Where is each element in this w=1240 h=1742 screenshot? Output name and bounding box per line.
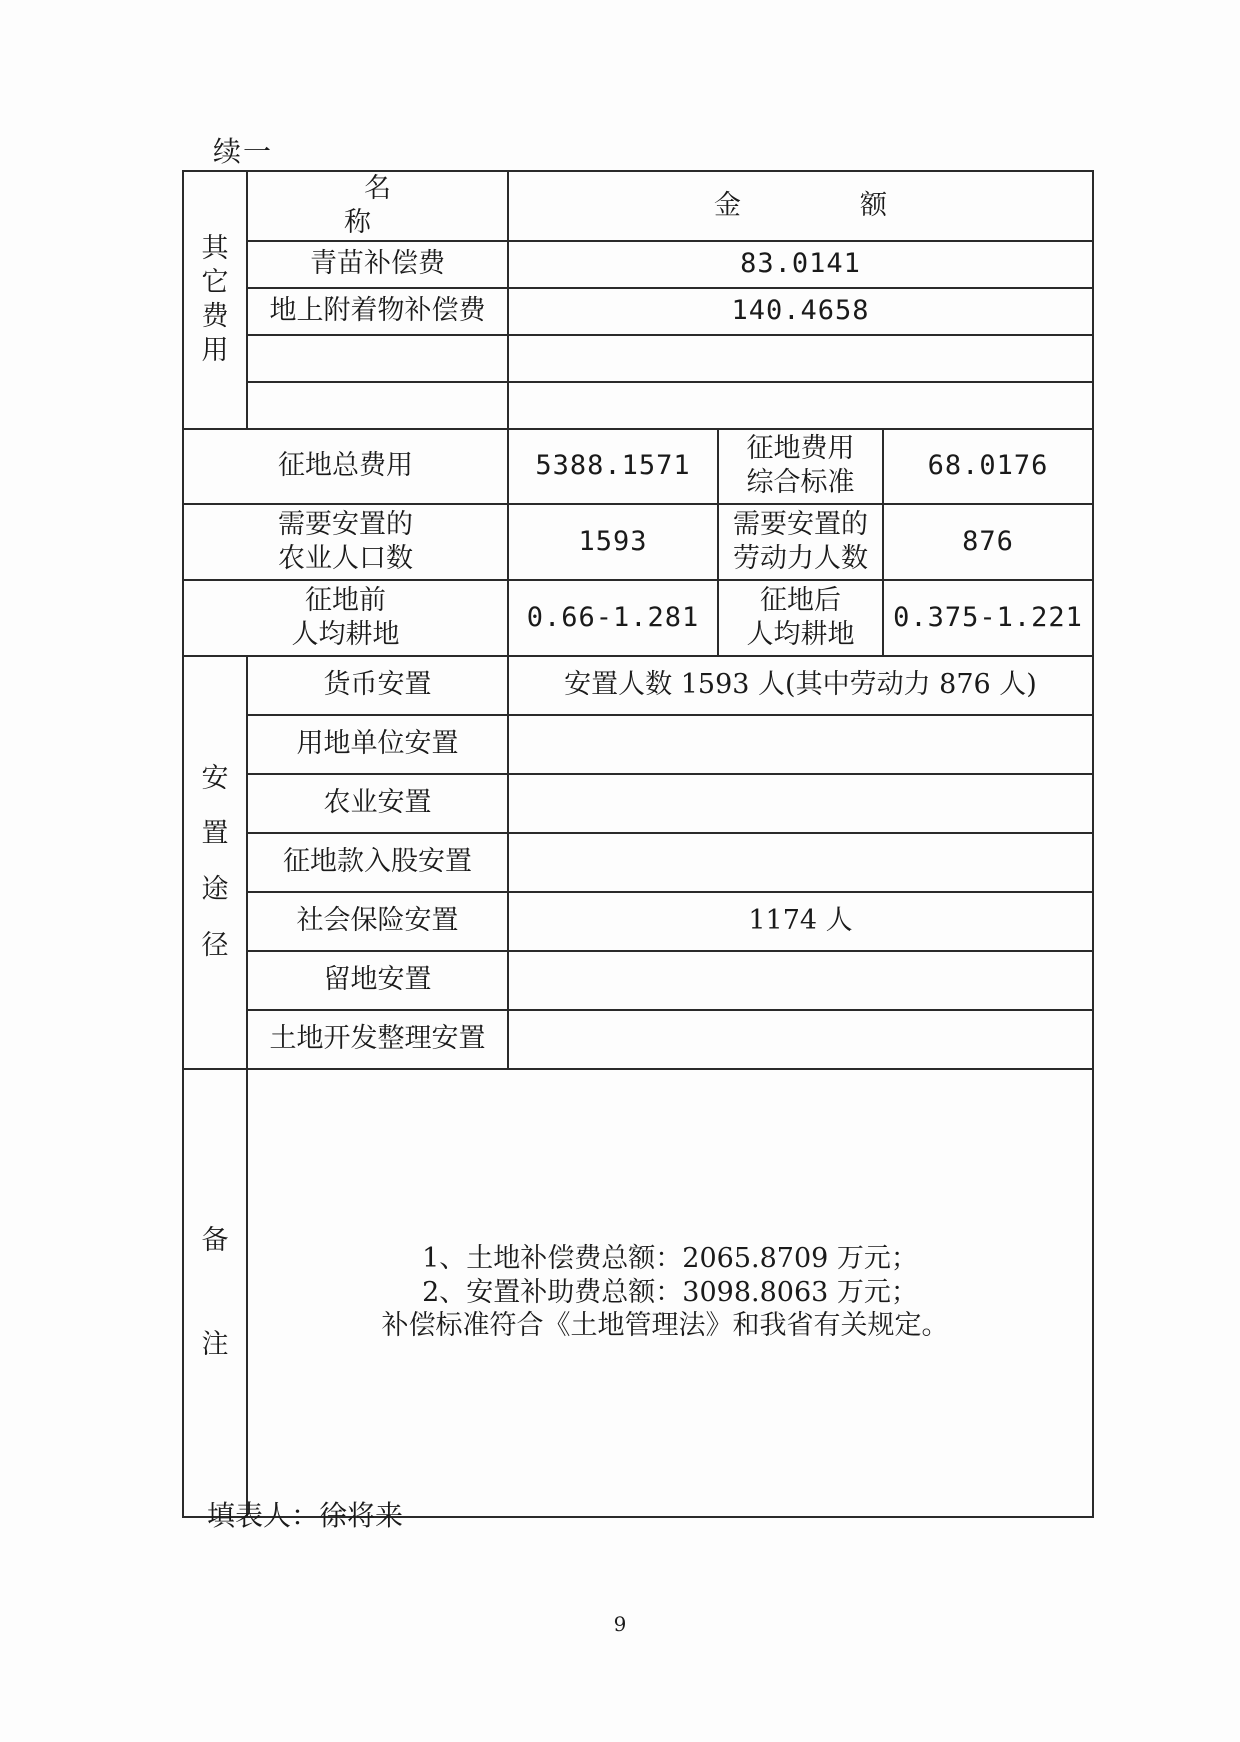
resettlement-row xyxy=(183,715,1093,774)
fee-amount xyxy=(508,335,1093,382)
resettlement-name: 货币安置 xyxy=(247,656,508,715)
resettlement-row xyxy=(183,656,1093,715)
other-fees-row xyxy=(183,382,1093,429)
notes-body xyxy=(247,1069,1093,1517)
fee-amount: 83.0141 xyxy=(508,241,1093,288)
fee-name: 青苗补偿费 xyxy=(247,241,508,288)
resettlement-value xyxy=(508,951,1093,1010)
resettlement-row xyxy=(183,833,1093,892)
page-number: 9 xyxy=(613,1612,627,1636)
note-line: 补偿标准符合《土地管理法》和我省有关规定。 xyxy=(381,1310,949,1342)
resettlement-row xyxy=(183,1010,1093,1069)
note-line: 2、安置补助费总额：3098.8063 万元； xyxy=(422,1276,918,1308)
other-fees-row xyxy=(183,335,1093,382)
farmland-before-value: 0.66-1.281 xyxy=(508,580,718,656)
other-fees-side-label: 其 它 费 用 xyxy=(183,171,247,429)
standard-value: 68.0176 xyxy=(883,429,1093,504)
resettlement-row xyxy=(183,951,1093,1010)
resettlement-name: 社会保险安置 xyxy=(247,892,508,951)
agri-population-label: 需要安置的 农业人口数 xyxy=(183,504,508,580)
land-acquisition-form-table xyxy=(182,170,1094,1518)
fee-name xyxy=(247,335,508,382)
resettlement-row xyxy=(183,774,1093,833)
farmland-before-label: 征地前 人均耕地 xyxy=(183,580,508,656)
resettlement-value: 1174 人 xyxy=(508,892,1093,951)
resettlement-name: 征地款入股安置 xyxy=(247,833,508,892)
resettlement-value xyxy=(508,715,1093,774)
other-fees-row xyxy=(183,288,1093,335)
resettlement-value xyxy=(508,833,1093,892)
labor-label: 需要安置的 劳动力人数 xyxy=(718,504,883,580)
resettlement-name: 用地单位安置 xyxy=(247,715,508,774)
resettlement-side-label: 安 置 途 径 xyxy=(183,656,247,1069)
resettlement-value: 安置人数 1593 人(其中劳动力 876 人) xyxy=(508,656,1093,715)
fee-amount: 140.4658 xyxy=(508,288,1093,335)
total-cost-value: 5388.1571 xyxy=(508,429,718,504)
other-fees-row xyxy=(183,241,1093,288)
notes-row xyxy=(183,1069,1093,1517)
header-name: 名 称 xyxy=(247,171,508,241)
summary-row-population xyxy=(183,504,1093,580)
resettlement-name: 农业安置 xyxy=(247,774,508,833)
fee-name: 地上附着物补偿费 xyxy=(247,288,508,335)
header-amount: 金 额 xyxy=(508,171,1093,241)
standard-label: 征地费用 综合标准 xyxy=(718,429,883,504)
other-fees-header-row xyxy=(183,171,1093,241)
labor-value: 876 xyxy=(883,504,1093,580)
summary-row-farmland xyxy=(183,580,1093,656)
summary-row-total xyxy=(183,429,1093,504)
resettlement-value xyxy=(508,1010,1093,1069)
farmland-after-label: 征地后 人均耕地 xyxy=(718,580,883,656)
resettlement-value xyxy=(508,774,1093,833)
resettlement-name: 土地开发整理安置 xyxy=(247,1010,508,1069)
agri-population-value: 1593 xyxy=(508,504,718,580)
resettlement-name: 留地安置 xyxy=(247,951,508,1010)
note-line: 1、土地补偿费总额：2065.8709 万元； xyxy=(422,1242,918,1274)
total-cost-label: 征地总费用 xyxy=(183,429,508,504)
notes-side-label: 备 注 xyxy=(183,1069,247,1517)
form-filler: 填表人：徐将来 xyxy=(207,1499,404,1532)
resettlement-row xyxy=(183,892,1093,951)
continuation-heading: 续一 xyxy=(213,135,274,168)
farmland-after-value: 0.375-1.221 xyxy=(883,580,1093,656)
fee-name xyxy=(247,382,508,429)
fee-amount xyxy=(508,382,1093,429)
